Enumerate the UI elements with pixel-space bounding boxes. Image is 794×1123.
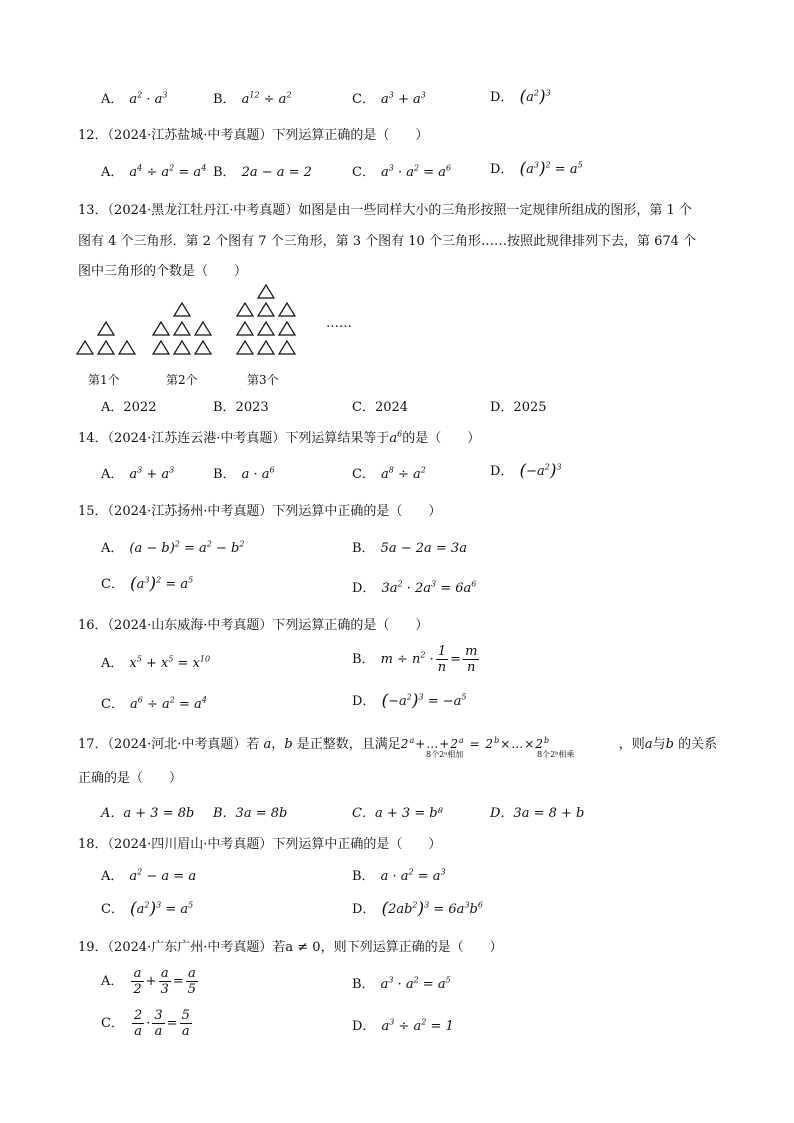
q12-option-b: [213, 161, 312, 180]
option-label: B．: [213, 165, 236, 180]
q15-stem: 15．（2024·江苏扬州·中考真题）下列运算中正确的是（ ）: [78, 504, 442, 519]
option-label: C．: [101, 697, 124, 712]
q11-option-d: D． $(a^2)^3$: [490, 87, 551, 107]
q19-stem: 19．（2024·广东广州·中考真题）若a ≠ 0，则下列运算正确的是（ ）: [78, 940, 503, 955]
option-label: D．: [352, 694, 376, 709]
option-label: D．: [352, 1019, 376, 1034]
q13-stem-line3: 图中三角形的个数是（ ）: [78, 264, 248, 279]
q15-b-expr: 5a − 2a = 3a: [380, 541, 467, 556]
q12-option-c: C． $a^3 \cdot a^2 = a^6$: [352, 161, 451, 180]
q13-option-d: D．2025: [490, 400, 547, 415]
figure-ellipsis: ……: [326, 316, 352, 331]
option-label: A．: [101, 165, 124, 180]
option-label: D．: [352, 902, 376, 917]
q14-stem-post: 的是（ ）: [402, 431, 481, 446]
q17-underbrace-left: 8个2ᵃ相加: [426, 750, 464, 759]
option-label: B．: [352, 541, 375, 556]
q14-stem: 14．（2024·江苏连云港·中考真题）下列运算结果等于$a^6$的是（ ）: [78, 429, 481, 446]
q11-option-b: B． $a^{12} \div a^2$: [213, 88, 292, 107]
q19-option-c: C． $\frac{2}{a}$ · $\frac{3}{a}$ = $\frac{5}{a}$: [101, 1008, 190, 1039]
option-label: B．: [213, 92, 236, 107]
q12-option-d: D． $(a^3)^2 = a^5$: [490, 159, 583, 179]
q17-stem-post: ，则: [618, 737, 645, 752]
q16-stem: 16．（2024·山东威海·中考真题）下列运算正确的是（ ）: [78, 618, 429, 633]
option-label: D．: [490, 464, 514, 479]
option-label: C．: [352, 467, 375, 482]
q17-option-c: C．a + 3 = b⁸: [352, 806, 443, 821]
q12-b-expr: 2a − a = 2: [241, 165, 312, 180]
option-label: B．: [352, 869, 375, 884]
option-label: C．: [101, 1016, 124, 1031]
q15-option-a: A． $(a - b)^2 = a^2 - b^2$: [101, 537, 244, 556]
q18-option-b: B． $a \cdot a^2 = a^3$: [352, 865, 446, 884]
option-label: C．: [352, 92, 375, 107]
option-label: B．: [213, 467, 236, 482]
option-label: B．: [352, 652, 375, 667]
q11-option-c: C． $a^3 + a^3$: [352, 88, 426, 107]
q17-option-a: A．a + 3 = 8b: [101, 806, 195, 821]
figure-2-label: 第2个: [166, 373, 198, 387]
option-label: A．: [101, 974, 124, 989]
option-label: A．: [101, 92, 124, 107]
q15-option-d: D． $3a^2 \cdot 2a^3 = 6a^6$: [352, 577, 476, 596]
q16-option-b: B． $m \div n^2$ · $\frac{1}{n}$ = $\frac{m}{n}$: [352, 644, 478, 675]
q17-option-d: D．3a = 8 + b: [490, 806, 585, 821]
q13-option-a: A．2022: [101, 400, 157, 415]
q15-option-c: C． $(a^3)^2 = a^5$: [101, 574, 194, 594]
q11-option-a: A． $a^2 \cdot a^3$: [101, 88, 168, 107]
q19-option-b: B． $a^3 \cdot a^2 = a^5$: [352, 973, 451, 992]
q17-stem-line2: 正确的是（ ）: [78, 771, 183, 786]
q18-option-c: C． $(a^2)^3 = a^5$: [101, 899, 194, 919]
q13-stem-line2: 图有 4 个三角形．第 2 个图有 7 个三角形，第 3 个图有 10 个三角形……按照此规律排列下去，第 674 个: [78, 234, 697, 249]
option-label: A．: [101, 541, 124, 556]
q13-stem-line1: 13．（2024·黑龙江牡丹江·中考真题）如图是由一些同样大小的三角形按照一定规律所组成的图形，第 1 个: [78, 203, 692, 218]
q19-option-a: A． $\frac{a}{2}$ + $\frac{a}{3}$ = $\frac{a}{5}$: [101, 966, 197, 997]
q18-option-d: D． $(2ab^2)^3 = 6a^3b^6$: [352, 899, 483, 919]
figure-1-label: 第1个: [88, 373, 120, 387]
figure-3-label: 第3个: [247, 373, 279, 387]
figure-3-triangles: [237, 285, 295, 354]
q14-option-c: C． $a^8 \div a^2$: [352, 463, 426, 482]
figure-2-triangles: [153, 303, 211, 354]
q13-option-b: B．2023: [213, 400, 269, 415]
option-label: D．: [490, 90, 514, 105]
q14-stem-pre: 14．（2024·江苏连云港·中考真题）下列运算结果等于: [78, 431, 390, 446]
q16-option-c: C． $a^6 \div a^2 = a^4$: [101, 693, 207, 712]
q14-option-d: D． $(-a^2)^3$: [490, 461, 562, 481]
q18-stem: 18．（2024·四川眉山·中考真题）下列运算中正确的是（ ）: [78, 837, 442, 852]
option-label: D．: [490, 162, 514, 177]
q13-option-c: C．2024: [352, 400, 409, 415]
q12-stem: 12．（2024·江苏盐城·中考真题）下列运算正确的是（ ）: [78, 128, 429, 143]
option-label: C．: [101, 577, 124, 592]
option-label: D．: [352, 581, 376, 596]
q14-option-b: B． $a \cdot a^6$: [213, 463, 275, 482]
option-label: A．: [101, 656, 124, 671]
q17-stem-pre: 17．（2024·河北·中考真题）若: [78, 737, 260, 752]
q12-option-a: A． $a^4 \div a^2 = a^4$: [101, 161, 206, 180]
q17-stem-mid: 是正整数，且满足: [296, 737, 401, 752]
q19-option-d: D． $a^3 \div a^2 = 1$: [352, 1015, 454, 1034]
q18-option-a: A． $a^2 - a = a$: [101, 865, 196, 884]
option-label: A．: [101, 467, 124, 482]
figure-1-triangles: [77, 322, 135, 354]
option-label: B．: [352, 977, 375, 992]
q17-stem-tail: 的关系: [678, 737, 718, 752]
q17-option-b: B．3a = 8b: [213, 806, 288, 821]
q14-option-a: A． $a^3 + a^3$: [101, 463, 174, 482]
q17-stem-line1: 17．（2024·河北·中考真题）若 a，b 是正整数，且满足$2^a+\dots+2^a$ = $2^b\times\dots\times 2^b$ ，则a与b 的关系: [78, 736, 718, 752]
q17-underbrace-right: 8个2ᵇ相乘: [537, 750, 575, 759]
q17-equation: $2^a+\dots+2^a$ = $2^b\times\dots\times 2^b$: [400, 736, 551, 751]
option-label: C．: [101, 902, 124, 917]
q15-option-b: [352, 537, 467, 556]
q16-option-d: D． $(-a^2)^3 = -a^5$: [352, 691, 467, 711]
option-label: A．: [101, 869, 124, 884]
q16-option-a: A． $x^5 + x^5 = x^{10}$: [101, 652, 210, 671]
option-label: C．: [352, 165, 375, 180]
